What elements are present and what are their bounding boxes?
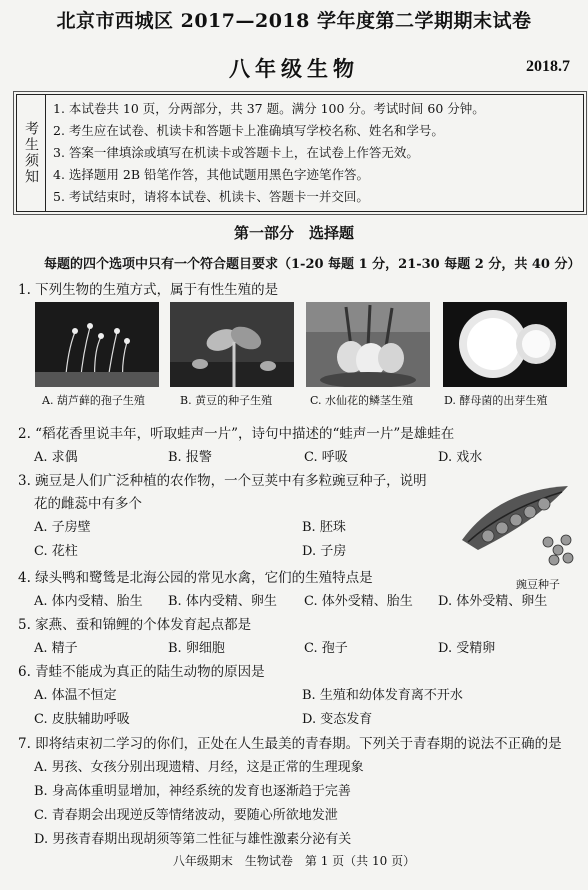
q2-option-d: D. 戏水 xyxy=(438,450,483,465)
question-5-stem: 5. 家燕、蚕和锦鲤的个体发育起点都是 xyxy=(18,617,252,633)
q2-option-c: C. 呼吸 xyxy=(304,450,348,465)
q7-option-b: B. 身高体重明显增加，神经系统的发育也逐渐趋于完善 xyxy=(34,784,351,799)
page-footer: 八年级期末 生物试卷 第 1 页（共 10 页） xyxy=(172,854,416,868)
q7-option-c: C. 青春期会出现逆反等情绪波动，要随心所欲地发泄 xyxy=(34,808,338,823)
photo-caption-a: A. 葫芦藓的孢子生殖 xyxy=(42,394,145,407)
q6-option-a: A. 体温不恒定 xyxy=(34,688,117,703)
candidate-notice-box xyxy=(16,94,584,212)
question-7-stem: 7. 即将结束初二学习的你们，正处在人生最美的青春期。下列关于青春期的说法不正确的是 xyxy=(18,736,562,752)
exam-title: 北京市西城区 2017—2018 学年度第二学期期末试卷 xyxy=(56,10,532,32)
notice-item: 4. 选择题用 2B 铅笔作答，其他试题用黑色字迹笔作答。 xyxy=(53,167,369,182)
notice-item: 5. 考试结束时，请将本试卷、机读卡、答题卡一并交回。 xyxy=(53,189,369,204)
photo-caption-d: D. 酵母菌的出芽生殖 xyxy=(444,394,548,407)
q6-option-b: B. 生殖和幼体发育离不开水 xyxy=(302,688,463,703)
question-6-stem: 6. 青蛙不能成为真正的陆生动物的原因是 xyxy=(18,664,265,680)
q3-option-d: D. 子房 xyxy=(302,544,347,559)
notice-label: 考生须知 xyxy=(17,95,46,211)
q4-option-d: D. 体外受精、卵生 xyxy=(438,594,548,609)
photo-caption-b: B. 黄豆的种子生殖 xyxy=(180,394,273,407)
q2-option-b: B. 报警 xyxy=(168,450,212,465)
notice-list xyxy=(53,98,485,208)
q6-option-c: C. 皮肤辅助呼吸 xyxy=(34,712,130,727)
question-4-stem: 4. 绿头鸭和鹭鸶是北海公园的常见水禽，它们的生殖特点是 xyxy=(18,570,373,586)
question-1-stem: 1. 下列生物的生殖方式，属于有性生殖的是 xyxy=(18,282,279,298)
narcissus-bulb-photo xyxy=(306,302,430,387)
yeast-budding-photo xyxy=(443,302,567,387)
q5-option-a: A. 精子 xyxy=(34,641,78,656)
section-title: 第一部分 选择题 xyxy=(233,224,354,242)
question-3-stem-cont: 花的雌蕊中有多个 xyxy=(34,496,142,512)
q4-option-b: B. 体内受精、卵生 xyxy=(168,594,277,609)
q5-option-d: D. 受精卵 xyxy=(438,641,496,656)
photo-caption-c: C. 水仙花的鳞茎生殖 xyxy=(310,394,414,407)
notice-item: 2. 考生应在试卷、机读卡和答题卡上准确填写学校名称、姓名和学号。 xyxy=(53,123,444,138)
exam-date: 2018.7 xyxy=(526,58,570,75)
moss-spore-photo xyxy=(35,302,159,387)
q4-option-a: A. 体内受精、胎生 xyxy=(34,594,143,609)
notice-item: 1. 本试卷共 10 页，分两部分，共 37 题。满分 100 分。考试时间 60 分钟。 xyxy=(53,101,485,116)
soybean-seedling-photo xyxy=(170,302,294,387)
question-3-stem: 3. 豌豆是人们广泛种植的农作物，一个豆荚中有多粒豌豆种子，说明 xyxy=(18,473,427,489)
q5-option-b: B. 卵细胞 xyxy=(168,641,225,656)
q7-option-a: A. 男孩、女孩分别出现遗精、月经，这是正常的生理现象 xyxy=(34,760,364,775)
notice-item: 3. 答案一律填涂或填写在机读卡或答题卡上，在试卷上作答无效。 xyxy=(53,145,419,160)
q2-option-a: A. 求偶 xyxy=(34,450,78,465)
q3-option-c: C. 花柱 xyxy=(34,544,78,559)
q4-option-c: C. 体外受精、胎生 xyxy=(304,594,413,609)
q7-option-d: D. 男孩青春期出现胡须等第二性征与雄性激素分泌有关 xyxy=(34,832,352,847)
q6-option-d: D. 变态发育 xyxy=(302,712,373,727)
q3-option-a: A. 子房壁 xyxy=(34,520,91,535)
question-2-stem: 2. “稻花香里说丰年，听取蛙声一片”，诗句中描述的“蛙声一片”是雄蛙在 xyxy=(18,426,455,442)
q5-option-c: C. 孢子 xyxy=(304,641,348,656)
q3-option-b: B. 胚珠 xyxy=(302,520,346,535)
pea-pod-figure xyxy=(458,480,578,572)
pea-seed-caption: 豌豆种子 xyxy=(516,578,560,591)
section-instruction: 每题的四个选项中只有一个符合题目要求（1-20 每题 1 分，21-30 每题 2 分，共 40 分） xyxy=(44,257,581,272)
subject-title: 八年级生物 xyxy=(229,56,359,81)
